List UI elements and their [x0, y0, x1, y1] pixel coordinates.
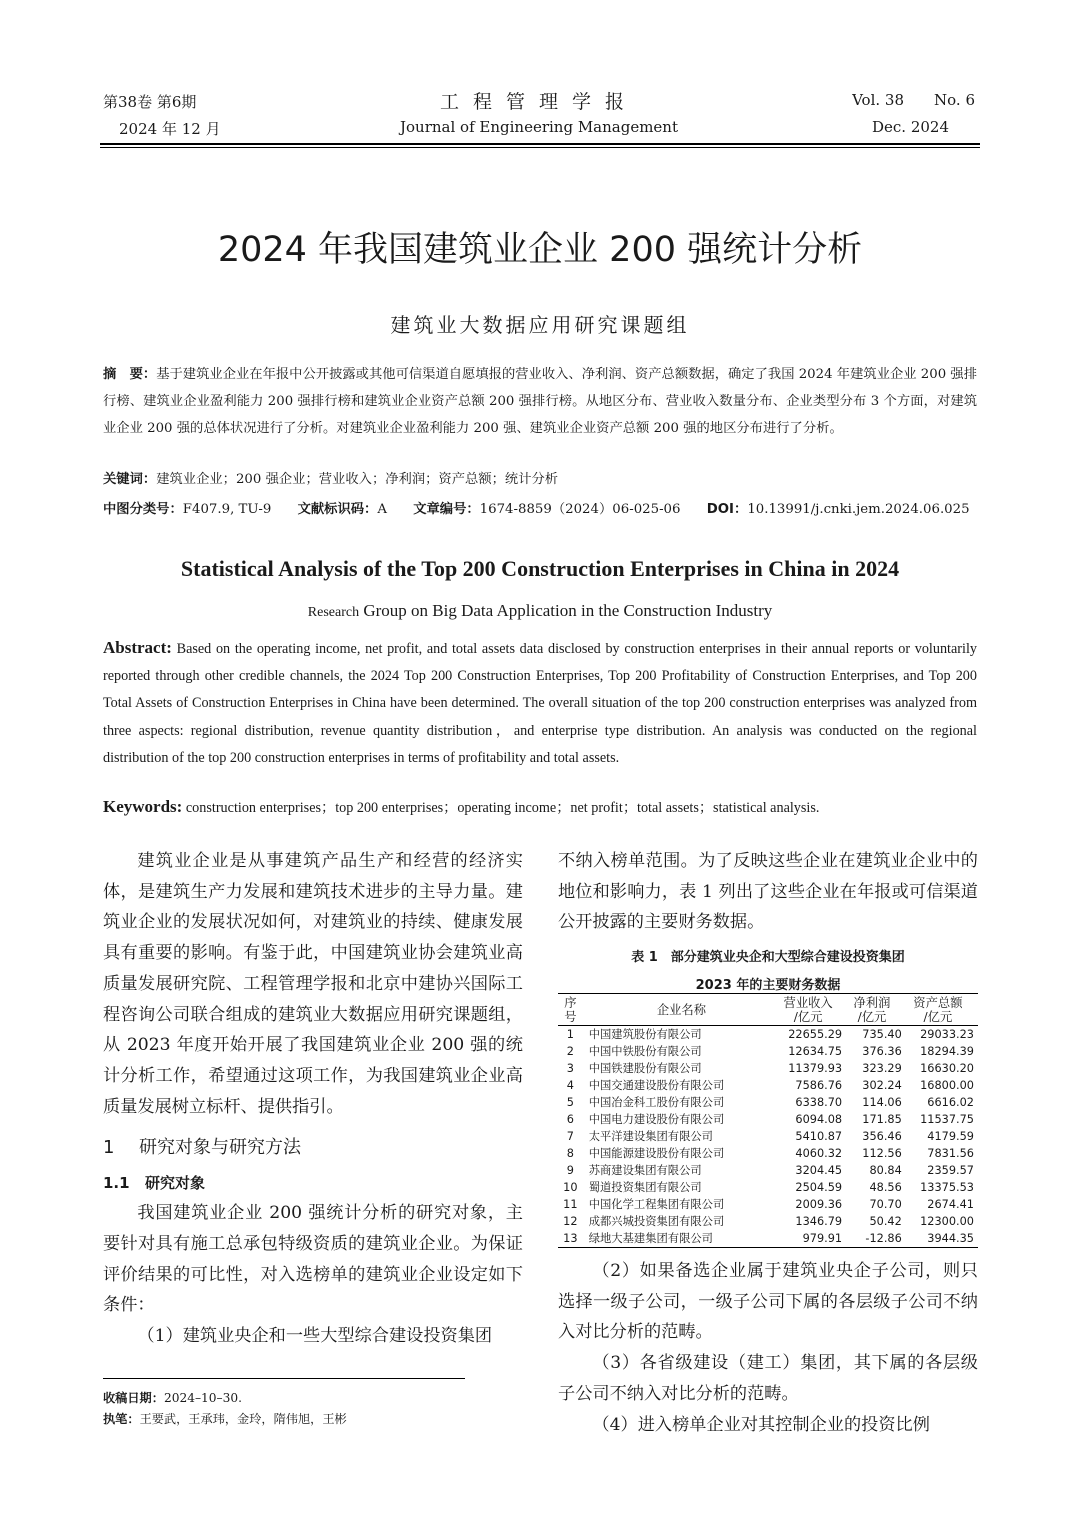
doi-value: 10.13991/j.cnki.jem.2024.06.025	[747, 502, 970, 517]
table-row	[558, 1213, 978, 1230]
cell-no: 13	[558, 1230, 583, 1248]
cell-revenue: 5410.87	[795, 1129, 843, 1143]
table-1-caption-line2: 2023 年的主要财务数据	[695, 978, 841, 993]
doc-code-label: 文献标识码：	[297, 502, 378, 517]
cell-company-name: 中国铁建股份有限公司	[588, 1061, 702, 1075]
cell-company-name: 中国建筑股份有限公司	[588, 1027, 702, 1041]
condition-item-2: （2）如果备选企业属于建筑业央企子公司，则只选择一级子公司，一级子公司下属的各层级子公司不纳入对比分析的范畴。	[558, 1261, 978, 1343]
cell-revenue: 22655.29	[788, 1027, 843, 1041]
cell-total-assets: 6616.02	[927, 1095, 974, 1109]
classification-line	[103, 498, 983, 517]
received-label: 收稿日期：	[103, 1391, 164, 1405]
clc-value: F407.9, TU-9	[182, 502, 272, 517]
cell-company-name: 中国中铁股份有限公司	[588, 1044, 702, 1058]
cell-revenue: 1346.79	[795, 1214, 843, 1228]
cell-company-name: 太平洋建设集团有限公司	[588, 1129, 713, 1143]
clc-label: 中图分类号：	[103, 502, 183, 517]
cell-no: 7	[566, 1129, 574, 1143]
table-row	[558, 1230, 978, 1248]
abstract-en	[103, 634, 977, 772]
cell-net-profit: -12.86	[842, 1230, 902, 1248]
cell-net-profit: 48.56	[869, 1180, 902, 1194]
cell-company-name: 中国电力建设股份有限公司	[588, 1112, 725, 1126]
cell-company-name: 蜀道投资集团有限公司	[588, 1180, 702, 1194]
running-header-top	[103, 91, 975, 113]
cell-revenue: 4060.32	[795, 1146, 843, 1160]
col-header-net-profit	[842, 994, 902, 1026]
table-header-row	[558, 994, 978, 1026]
col-header-revenue-line2: /亿元	[793, 1010, 823, 1024]
cell-no: 4	[566, 1078, 574, 1092]
doc-code-value: A	[377, 502, 387, 517]
cell-revenue: 6338.70	[795, 1095, 843, 1109]
cell-company-name: 中国冶金科工股份有限公司	[588, 1095, 725, 1109]
keywords-en-text: construction enterprises；top 200 enterprises；operating income；net profit；total assets；statistical analysis.	[182, 800, 820, 816]
cell-revenue: 11379.93	[788, 1061, 843, 1075]
cell-total-assets: 16800.00	[920, 1078, 974, 1092]
cell-net-profit: 735.40	[862, 1027, 902, 1041]
cell-no: 10	[563, 1180, 578, 1194]
table-row	[558, 1077, 978, 1094]
cell-no: 5	[566, 1095, 574, 1109]
cell-company-name: 中国能源建设股份有限公司	[588, 1146, 725, 1160]
date-en: Dec. 2024	[871, 118, 949, 136]
cell-total-assets: 2359.57	[927, 1163, 974, 1177]
col-header-no-line2: 号	[564, 1010, 577, 1024]
cell-net-profit: 302.24	[862, 1078, 902, 1092]
subsection-heading-1-1	[103, 1168, 523, 1198]
table-row	[558, 1179, 978, 1196]
header-rule-thick	[100, 143, 980, 145]
col-header-revenue	[774, 994, 842, 1026]
col-header-name: 企业名称	[583, 994, 774, 1026]
cell-total-assets: 18294.39	[920, 1044, 974, 1058]
table-1-caption: 表 1 部分建筑业央企和大型综合建设投资集团	[631, 950, 905, 965]
cell-total-assets: 11537.75	[920, 1112, 974, 1126]
cell-total-assets: 29033.23	[920, 1027, 974, 1041]
table-row	[558, 1162, 978, 1179]
cell-no: 9	[566, 1163, 574, 1177]
cell-net-profit: 50.42	[869, 1214, 902, 1228]
subsection-1-1-title: 研究对象	[145, 1174, 206, 1193]
section-heading-1	[103, 1134, 523, 1162]
body-column-right-lower	[558, 1256, 978, 1440]
authors-en-rest: Group on Big Data Application in the Construction Industry	[359, 601, 773, 620]
cell-no: 8	[566, 1146, 574, 1160]
table-row	[558, 1128, 978, 1145]
cell-company-name: 中国化学工程集团有限公司	[588, 1197, 725, 1211]
cell-revenue: 3204.45	[795, 1163, 843, 1177]
abstract-cn	[103, 361, 977, 442]
body-column-right	[558, 846, 978, 938]
authors-en-prefix: Research	[307, 605, 360, 620]
issue-en: No. 6	[934, 91, 975, 109]
date-cn: 2024 年 12 月	[119, 120, 221, 138]
cell-net-profit: 376.36	[862, 1044, 902, 1058]
col-header-total-assets	[902, 994, 978, 1026]
footnote-rule	[103, 1378, 465, 1379]
doi-label: DOI：	[706, 502, 748, 517]
table-row	[558, 1196, 978, 1213]
cell-no: 6	[566, 1112, 574, 1126]
cell-total-assets: 12300.00	[920, 1214, 974, 1228]
cell-revenue: 6094.08	[795, 1112, 843, 1126]
cell-net-profit: 70.70	[869, 1197, 902, 1211]
continued-paragraph: 不纳入榜单范围。为了反映这些企业在建筑业企业中的地位和影响力，表 1 列出了这些企业在年报或可信渠道公开披露的主要财务数据。	[558, 851, 978, 933]
cell-company-name: 苏商建设集团有限公司	[588, 1163, 702, 1177]
cell-no: 1	[566, 1027, 574, 1041]
cell-company-name: 中国交通建设股份有限公司	[588, 1078, 725, 1092]
section-1-title: 研究对象与研究方法	[139, 1137, 301, 1159]
abstract-cn-label: 摘 要：	[103, 367, 157, 382]
footnote-writers	[103, 1410, 347, 1427]
cell-no: 11	[563, 1197, 578, 1211]
cell-revenue: 12634.75	[788, 1044, 843, 1058]
col-header-total-assets-line2: /亿元	[923, 1010, 953, 1024]
journal-title-en: Journal of Engineering Management	[400, 118, 678, 136]
footnote-received	[103, 1389, 242, 1406]
section-1-number: 1	[103, 1137, 115, 1159]
table-body	[558, 1026, 978, 1248]
body-column-left	[103, 846, 523, 1352]
table-row	[558, 1094, 978, 1111]
condition-item-3: （3）各省级建设（建工）集团，其下属的各层级子公司不纳入对比分析的范畴。	[558, 1353, 978, 1404]
keywords-cn-label: 关键词：	[103, 472, 157, 487]
cell-total-assets: 13375.53	[920, 1180, 974, 1194]
table-row	[558, 1043, 978, 1060]
cell-total-assets: 16630.20	[920, 1061, 974, 1075]
cell-no: 2	[566, 1044, 574, 1058]
journal-title-cn: 工程管理学报	[439, 91, 638, 113]
volume-issue-cn: 第38卷 第6期	[103, 93, 197, 111]
writers-label: 执笔：	[103, 1412, 140, 1426]
cell-revenue: 2009.36	[795, 1197, 843, 1211]
authors-cn: 建筑业大数据应用研究课题组	[390, 313, 690, 337]
article-title-cn: 2024 年我国建筑业企业 200 强统计分析	[217, 230, 863, 270]
cell-total-assets: 7831.56	[927, 1146, 974, 1160]
cell-no: 12	[563, 1214, 578, 1228]
col-header-net-profit-line2: /亿元	[857, 1010, 887, 1024]
subsection-1-1-number: 1.1	[103, 1174, 130, 1193]
cell-revenue: 2504.59	[795, 1180, 843, 1194]
financial-data-table	[558, 993, 978, 1248]
table-row	[558, 1145, 978, 1162]
abstract-cn-text: 基于建筑业企业在年报中公开披露或其他可信渠道自愿填报的营业收入、净利润、资产总额数据，确定了我国 2024 年建筑业企业 200 强排行榜、建筑业企业盈利能力 200 强排行榜和建筑业企业资产总额 200 强排行榜。从地区分布、营业收入数量分布、企业类型分布 3 个方面，对建筑业企业 200 强的总体状况进行了分析。对建筑业企业盈利能力 200 强、建筑业企业资产总额 200 强的地区分布进行了分析。	[103, 367, 978, 436]
cell-net-profit: 80.84	[869, 1163, 902, 1177]
cell-no: 3	[566, 1061, 574, 1075]
cell-net-profit: 171.85	[862, 1112, 902, 1126]
cell-revenue: 7586.76	[795, 1078, 843, 1092]
cell-total-assets: 3944.35	[902, 1230, 978, 1248]
article-no-label: 文章编号：	[413, 502, 480, 517]
authors-en	[0, 601, 1080, 621]
running-header-bottom	[103, 118, 975, 140]
cell-total-assets: 2674.41	[927, 1197, 974, 1211]
cell-net-profit: 323.29	[862, 1061, 902, 1075]
volume-en: Vol. 38	[852, 91, 905, 109]
volume-number-en	[852, 91, 975, 109]
table-row	[558, 1026, 978, 1044]
article-no-value: 1674-8859（2024）06-025-06	[479, 502, 681, 517]
research-object-paragraph: 我国建筑业企业 200 强统计分析的研究对象，主要针对具有施工总承包特级资质的建筑业企业。为保证评价结果的可比性，对入选榜单的建筑业企业设定如下条件：	[103, 1203, 523, 1316]
cell-net-profit: 356.46	[862, 1129, 902, 1143]
keywords-cn	[103, 468, 977, 487]
cell-net-profit: 114.06	[862, 1095, 902, 1109]
keywords-cn-text: 建筑业企业；200 强企业；营业收入；净利润；资产总额；统计分析	[156, 472, 559, 487]
table-row	[558, 1060, 978, 1077]
cell-revenue: 979.91	[774, 1230, 842, 1248]
abstract-en-label: Abstract:	[103, 638, 172, 657]
intro-paragraph: 建筑业企业是从事建筑产品生产和经营的经济实体，是建筑生产力发展和建筑技术进步的主导力量。建筑业企业的发展状况如何，对建筑业的持续、健康发展具有重要的影响。有鉴于此，中国建筑业协会建筑业高质量发展研究院、工程管理学报和北京中建协兴国际工程咨询公司联合组成的建筑业大数据应用研究课题组，从 2023 年度开始开展了我国建筑业企业 200 强的统计分析工作，希望通过这项工作，为我国建筑业企业高质量发展树立标杆、提供指引。	[103, 851, 523, 1117]
header-rule-thin	[100, 147, 980, 148]
abstract-en-text: Based on the operating income, net profit, and total assets data disclosed by construction enterprises in their annual reports or voluntarily reported through other credible channels, the 2024 Top 200 Construction Enterprises, Top 200 Profitability of Construction Enterprises, and Top 200 Total Assets of Construction Enterprises in China have been determined. The overall situation of the top 200 construction enterprises was analyzed from three aspects: regional distribution, revenue quantity distribution，and enterprise type distribution. An analysis was conducted on the regional distribution of the top 200 construction enterprises in terms of profitability and total assets.	[103, 641, 977, 766]
writers-names: 王要武，王承玮，金玲，隋伟旭，王彬	[139, 1412, 347, 1426]
condition-item-4: （4）进入榜单企业对其控制企业的投资比例	[592, 1414, 930, 1435]
condition-item-1: （1）建筑业央企和一些大型综合建设投资集团	[137, 1326, 493, 1347]
col-header-total-assets-line1: 资产总额	[913, 996, 963, 1010]
col-header-net-profit-line1: 净利润	[853, 996, 891, 1010]
cell-company-name: 绿地大基建集团有限公司	[583, 1230, 774, 1248]
col-header-no-line1: 序	[564, 996, 577, 1010]
received-date: 2024–10–30.	[163, 1391, 243, 1405]
keywords-en	[103, 797, 977, 817]
article-title-en: Statistical Analysis of the Top 200 Construction Enterprises in China in 2024	[180, 556, 900, 581]
keywords-en-label: Keywords:	[103, 797, 183, 816]
cell-total-assets: 4179.59	[927, 1129, 974, 1143]
col-header-no	[558, 994, 583, 1026]
cell-net-profit: 112.56	[862, 1146, 902, 1160]
cell-company-name: 成都兴城投资集团有限公司	[588, 1214, 725, 1228]
col-header-revenue-line1: 营业收入	[783, 996, 833, 1010]
table-row	[558, 1111, 978, 1128]
